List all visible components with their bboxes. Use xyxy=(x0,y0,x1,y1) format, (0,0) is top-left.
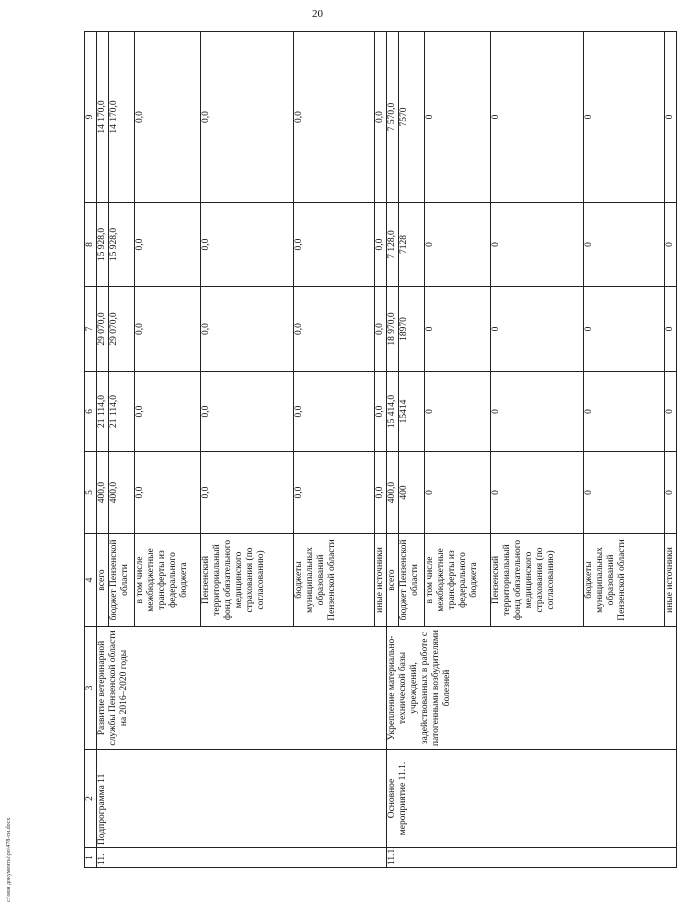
header-row xyxy=(85,32,97,868)
table-row xyxy=(97,32,109,868)
page-number: 20 xyxy=(312,8,323,20)
year-value: 0,0 xyxy=(201,287,294,372)
year-value: 14 170,0 xyxy=(97,32,109,203)
table-body xyxy=(97,32,677,868)
header-cell: 3 xyxy=(85,627,97,750)
header-cell: 9 xyxy=(85,32,97,203)
year-value: 0 xyxy=(491,287,584,372)
year-value: 15 928,0 xyxy=(109,203,135,287)
budget-table xyxy=(84,31,677,868)
year-value: 0,0 xyxy=(294,452,375,534)
year-value: 0,0 xyxy=(294,287,375,372)
year-value: 0 xyxy=(665,287,677,372)
program-description: Укрепление материально-технической базы учреждений, задействованных в работе с патогенными возбудителями болезней xyxy=(387,627,677,750)
funding-source: бюджеты муниципальных образований Пензенской области xyxy=(294,534,375,627)
year-value: 0 xyxy=(584,203,665,287)
funding-source: всего xyxy=(387,534,399,627)
year-value: 0 xyxy=(665,203,677,287)
program-name: Основное мероприятие 11.1. xyxy=(387,750,677,848)
table-row xyxy=(387,32,399,868)
header-cell: 5 xyxy=(85,452,97,534)
year-value: 0,0 xyxy=(375,287,387,372)
funding-source: бюджет Пензенской области xyxy=(399,534,425,627)
year-value: 15 928,0 xyxy=(97,203,109,287)
header-cell: 8 xyxy=(85,203,97,287)
row-number: 11. xyxy=(97,848,387,868)
year-value: 0 xyxy=(584,372,665,452)
year-value: 7128 xyxy=(399,203,425,287)
year-value: 0,0 xyxy=(294,32,375,203)
year-value: 0,0 xyxy=(201,372,294,452)
year-value: 0 xyxy=(665,372,677,452)
year-value: 0 xyxy=(665,32,677,203)
year-value: 18 970,0 xyxy=(387,287,399,372)
header-cell: 2 xyxy=(85,750,97,848)
year-value: 0 xyxy=(584,287,665,372)
header-cell: 1 xyxy=(85,848,97,868)
year-value: 15414 xyxy=(399,372,425,452)
year-value: 400,0 xyxy=(387,452,399,534)
year-value: 0,0 xyxy=(375,452,387,534)
year-value: 0,0 xyxy=(135,32,201,203)
year-value: 0 xyxy=(425,452,491,534)
year-value: 0,0 xyxy=(294,372,375,452)
year-value: 29 070,0 xyxy=(97,287,109,372)
year-value: 0,0 xyxy=(135,372,201,452)
program-name: Подпрограмма 11 xyxy=(97,750,387,848)
year-value: 7 128,0 xyxy=(387,203,399,287)
year-value: 0,0 xyxy=(375,372,387,452)
rotated-table-container xyxy=(84,32,675,868)
year-value: 0 xyxy=(491,372,584,452)
header-cell: 4 xyxy=(85,534,97,627)
year-value: 0,0 xyxy=(135,452,201,534)
year-value: 14 170,0 xyxy=(109,32,135,203)
year-value: 21 114,0 xyxy=(109,372,135,452)
year-value: 29 070,0 xyxy=(109,287,135,372)
year-value: 21 114,0 xyxy=(97,372,109,452)
funding-source: иные источники xyxy=(665,534,677,627)
year-value: 0 xyxy=(491,32,584,203)
year-value: 0 xyxy=(665,452,677,534)
funding-source: всего xyxy=(97,534,109,627)
year-value: 0,0 xyxy=(375,203,387,287)
year-value: 0 xyxy=(491,203,584,287)
year-value: 400,0 xyxy=(109,452,135,534)
year-value: 0,0 xyxy=(201,452,294,534)
funding-source: в том числе межбюджетные трансферты из федерального бюджета xyxy=(135,534,201,627)
year-value: 400 xyxy=(399,452,425,534)
funding-source: бюджеты муниципальных образований Пензенской области xyxy=(584,534,665,627)
funding-source: иные источники xyxy=(375,534,387,627)
footer-file-path: c:\моя документы\ро\478-ги.docx xyxy=(6,817,12,902)
funding-source: Пензенский территориальный фонд обязательного медицинского страхования (по согласованию) xyxy=(201,534,294,627)
funding-source: бюджет Пензенской области xyxy=(109,534,135,627)
header-cell: 6 xyxy=(85,372,97,452)
row-number: 11.1. xyxy=(387,848,677,868)
year-value: 400,0 xyxy=(97,452,109,534)
year-value: 7570 xyxy=(399,32,425,203)
year-value: 0,0 xyxy=(135,203,201,287)
year-value: 0,0 xyxy=(201,203,294,287)
year-value: 7 570,0 xyxy=(387,32,399,203)
year-value: 0 xyxy=(425,372,491,452)
year-value: 0 xyxy=(584,452,665,534)
program-description: Развитие ветеринарной службы Пензенской области на 2016–2020 годы xyxy=(97,627,387,750)
year-value: 0 xyxy=(584,32,665,203)
year-value: 0 xyxy=(425,287,491,372)
year-value: 0,0 xyxy=(375,32,387,203)
funding-source: Пензенский территориальный фонд обязательного медицинского страхования (по согласованию) xyxy=(491,534,584,627)
year-value: 0,0 xyxy=(201,32,294,203)
year-value: 0 xyxy=(425,32,491,203)
year-value: 15 414,0 xyxy=(387,372,399,452)
year-value: 0,0 xyxy=(135,287,201,372)
funding-source: в том числе межбюджетные трансферты из федерального бюджета xyxy=(425,534,491,627)
year-value: 0 xyxy=(425,203,491,287)
year-value: 0 xyxy=(491,452,584,534)
header-cell: 7 xyxy=(85,287,97,372)
year-value: 0,0 xyxy=(294,203,375,287)
year-value: 18970 xyxy=(399,287,425,372)
